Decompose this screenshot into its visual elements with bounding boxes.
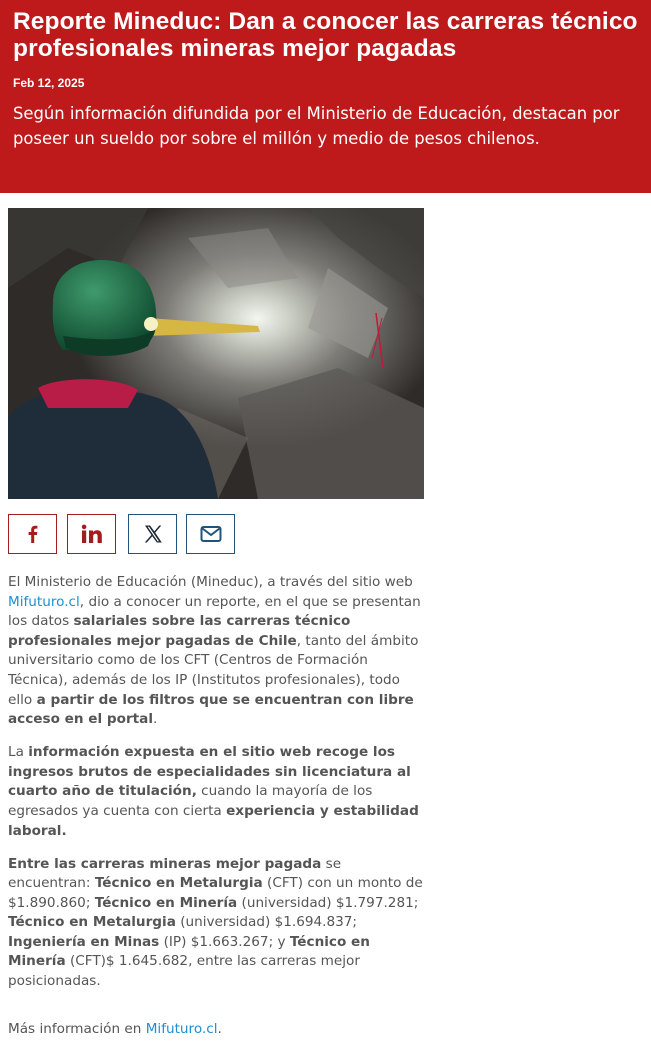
text: El Ministerio de Educación (Mineduc), a través del sitio web xyxy=(8,574,413,590)
text: se encuentran: xyxy=(8,855,342,892)
x-icon xyxy=(143,524,163,544)
mifuturo-link[interactable]: Mifuturo.cl xyxy=(8,593,80,610)
career-name: Técnico en Minería xyxy=(8,933,370,970)
text: cuando la mayoría de los egresados ya cuenta con cierta xyxy=(8,783,373,819)
text: , tanto del ámbito universitario como de los CFT (Centros de Formación Técnica), además de los IP (Institutos profesionales), todo ello xyxy=(8,632,419,708)
career-name: Técnico en Minería xyxy=(94,894,238,911)
share-linkedin-button[interactable] xyxy=(67,514,116,554)
career-salary: (universidad) $1.797.281; xyxy=(237,894,419,911)
mine-worker-photo xyxy=(8,208,424,499)
bold-text: información expuesta en el sitio web recoge los ingresos brutos de especialidades sin licenciatura al cuarto año de titulación, xyxy=(8,744,411,800)
article-paragraph-1 xyxy=(8,573,426,730)
publish-date: Feb 12, 2025 xyxy=(13,76,85,90)
article-subtitle: Según información difundida por el Ministerio de Educación, destacan por poseer un sueldo por sobre el millón y medio de pesos chilenos. xyxy=(13,104,620,148)
career-salary: (CFT) con un monto de $1.890.860; xyxy=(8,875,423,911)
career-name: Ingeniería en Minas xyxy=(8,933,160,950)
text: . xyxy=(217,1020,222,1037)
career-name: Técnico en Metalurgia xyxy=(8,914,176,931)
text: Más información en xyxy=(8,1020,146,1037)
bold-text: a partir de los filtros que se encuentran con libre acceso en el portal xyxy=(8,691,414,728)
career-salary: (CFT)$ 1.645.682, entre las carreras mejor posicionadas. xyxy=(8,953,360,990)
article-header xyxy=(0,0,651,193)
article-body xyxy=(8,573,426,1053)
article-paragraph-3 xyxy=(8,855,426,992)
more-info-paragraph xyxy=(8,1020,426,1040)
article-paragraph-2 xyxy=(8,743,426,841)
bold-text: experiencia y estabilidad laboral. xyxy=(8,802,419,839)
page-title: Reporte Mineduc: Dan a conocer las carreras técnico profesionales mineras mejor pagadas xyxy=(13,8,638,62)
text: , dio a conocer un reporte, en el que se presentan los datos xyxy=(8,593,421,630)
career-salary: (IP) $1.663.267; y xyxy=(159,933,290,950)
text: . xyxy=(153,711,158,728)
mail-icon xyxy=(200,525,222,543)
career-salary: (universidad) $1.694.837; xyxy=(175,914,357,931)
bold-text: salariales sobre las carreras técnico profesionales mejor pagadas de Chile xyxy=(8,613,351,649)
bold-text: Entre las carreras mineras mejor pagada xyxy=(8,855,322,872)
mifuturo-link-footer[interactable]: Mifuturo.cl xyxy=(145,1020,218,1037)
share-x-button[interactable] xyxy=(128,514,177,554)
share-email-button[interactable] xyxy=(186,514,235,554)
linkedin-icon xyxy=(81,524,103,544)
share-facebook-button[interactable] xyxy=(8,514,57,554)
text: La xyxy=(8,744,29,761)
facebook-icon xyxy=(23,524,43,544)
career-name: Técnico en Metalurgia xyxy=(94,875,263,892)
